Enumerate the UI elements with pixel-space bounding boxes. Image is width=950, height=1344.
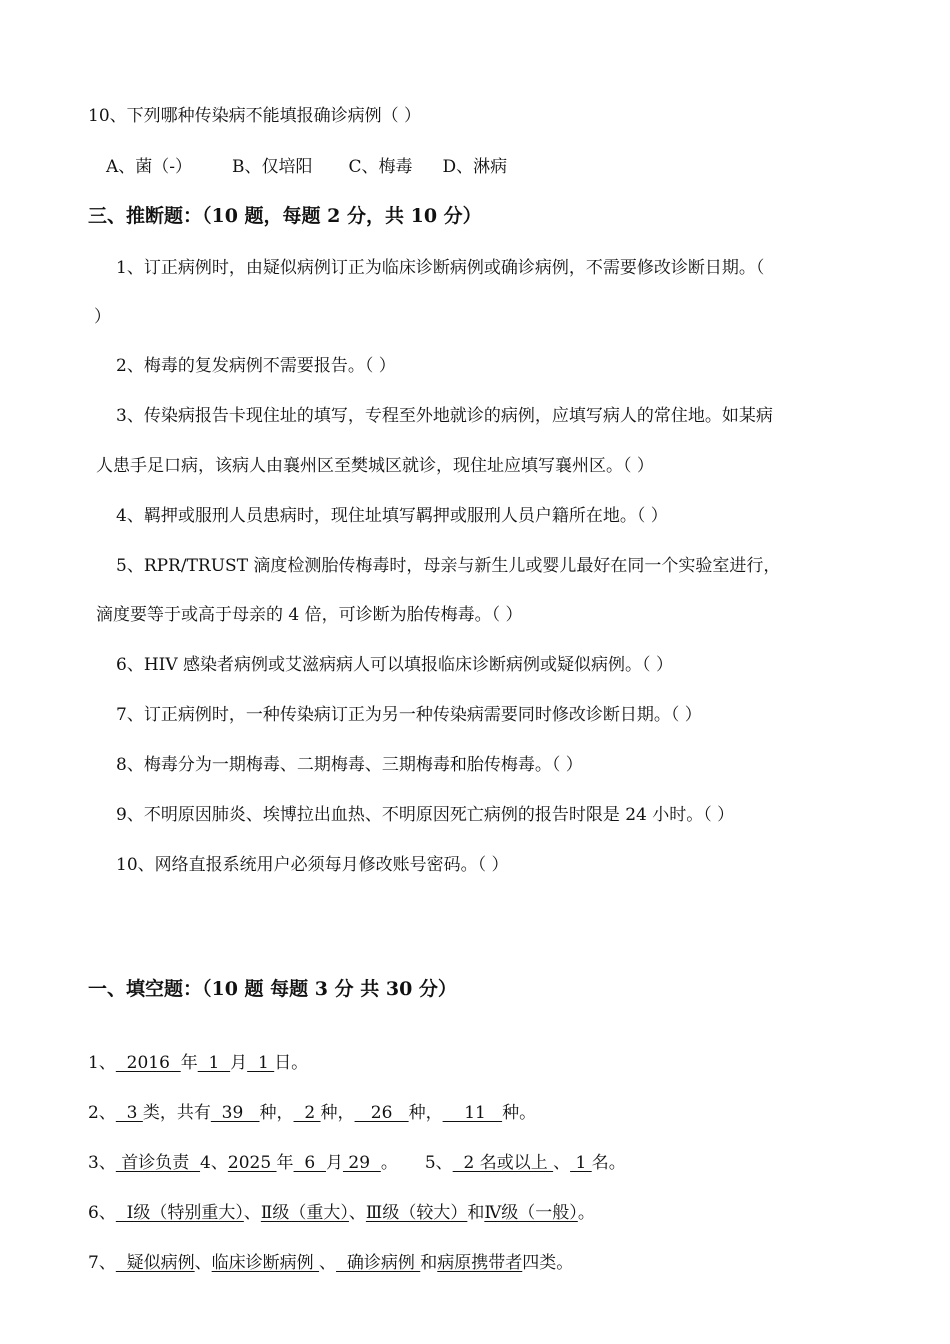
judge-item-10: 10、网络直报系统用户必须每月修改账号密码。（ ） xyxy=(116,855,509,875)
judge-item-7: 7、订正病例时，一种传染病订正为另一种传染病需要同时修改诊断日期。（ ） xyxy=(116,705,702,725)
answer-7-text: 、 xyxy=(194,1253,212,1273)
section-1-heading: 一、填空题：（10 题 每题 3 分 共 30 分） xyxy=(88,978,457,1000)
answer-6-blank: Ⅲ级（较大） xyxy=(365,1203,468,1223)
answer-5-text: 、 xyxy=(553,1153,571,1173)
answer-1 xyxy=(88,1027,308,1075)
question-10-options xyxy=(106,155,507,179)
answer-6-text: 和 xyxy=(467,1203,485,1223)
answer-4-text: 年 xyxy=(276,1153,294,1173)
answer-6-number: 6、 xyxy=(88,1203,116,1223)
answer-2-text: 种。 xyxy=(502,1103,537,1123)
answer-6-text: 、 xyxy=(348,1203,366,1223)
answer-6-blank: Ⅰ级（特别重大） xyxy=(115,1203,244,1223)
answer-6-text: 。 xyxy=(577,1203,595,1223)
answer-4-blank-day: 29 xyxy=(342,1153,381,1173)
answer-1-blank-day: 1 xyxy=(247,1053,275,1073)
judge-item-1-cont: ） xyxy=(94,307,111,327)
answer-1-blank-month: 1 xyxy=(197,1053,231,1073)
answer-6-blank: Ⅱ级（重大） xyxy=(260,1203,349,1223)
option-a: A、菌（-） xyxy=(106,157,193,177)
answer-2-number: 2、 xyxy=(88,1103,116,1123)
answer-5-blank: 2 名或以上 xyxy=(452,1153,554,1173)
section-3-heading: 三、推断题：（10 题，每题 2 分，共 10 分） xyxy=(88,205,482,227)
answer-2-text: 种， xyxy=(320,1103,355,1123)
answer-2-text: 类，共有 xyxy=(142,1103,211,1123)
judge-item-1: 1、订正病例时，由疑似病例订正为临床诊断病例或确诊病例，不需要修改诊断日期。（ xyxy=(116,258,765,278)
answer-2-text: 种， xyxy=(408,1103,443,1123)
judge-item-3-cont: 人患手足口病，该病人由襄州区至樊城区就诊，现住址应填写襄州区。（ ） xyxy=(96,456,654,476)
answer-2-blank: 26 xyxy=(354,1103,409,1123)
judge-item-9: 9、不明原因肺炎、埃博拉出血热、不明原因死亡病例的报告时限是 24 小时。（ ） xyxy=(116,805,735,825)
judge-item-8: 8、梅毒分为一期梅毒、二期梅毒、三期梅毒和胎传梅毒。（ ） xyxy=(116,755,583,775)
judge-item-6: 6、HIV 感染者病例或艾滋病病人可以填报临床诊断病例或疑似病例。（ ） xyxy=(116,655,673,675)
answer-4-text: 月 xyxy=(325,1153,343,1173)
judge-item-3: 3、传染病报告卡现住址的填写，专程至外地就诊的病例，应填写病人的常住地。如某病 xyxy=(116,406,773,426)
answer-4-number: 4、 xyxy=(200,1153,228,1173)
judge-item-2: 2、梅毒的复发病例不需要报告。（ ） xyxy=(116,356,396,376)
answer-5-text: 名。 xyxy=(591,1153,626,1173)
answer-1-number: 1、 xyxy=(88,1053,116,1073)
option-b: B、仅培阳 xyxy=(232,157,313,177)
option-c: C、梅毒 xyxy=(348,157,413,177)
judge-item-5: 5、RPR/TRUST 滴度检测胎传梅毒时，母亲与新生儿或婴儿最好在同一个实验室进行， xyxy=(116,556,781,576)
answer-5-blank: 1 xyxy=(570,1153,592,1173)
answer-7-blank: 确诊病例 xyxy=(336,1253,421,1273)
answer-3-5 xyxy=(88,1127,626,1175)
answer-7-blank: 临床诊断病例 xyxy=(211,1253,320,1273)
answer-6-text: 、 xyxy=(243,1203,261,1223)
answer-2-text: 种， xyxy=(259,1103,294,1123)
judge-item-4: 4、羁押或服刑人员患病时，现住址填写羁押或服刑人员户籍所在地。（ ） xyxy=(116,506,668,526)
answer-7-blank: 病原携带者 xyxy=(437,1253,523,1273)
answer-1-text: 年 xyxy=(180,1053,198,1073)
answer-1-text: 日。 xyxy=(274,1053,309,1073)
answer-3-blank: 首诊负责 xyxy=(115,1153,201,1173)
answer-2-blank: 11 xyxy=(442,1103,503,1123)
answer-7-blank: 疑似病例 xyxy=(115,1253,195,1273)
answer-6 xyxy=(88,1177,595,1225)
answer-7-number: 7、 xyxy=(88,1253,116,1273)
answer-3-number: 3、 xyxy=(88,1153,116,1173)
question-10-stem: 10、下列哪种传染病不能填报确诊病例（ ） xyxy=(88,106,422,126)
answer-2 xyxy=(88,1077,536,1125)
answer-1-blank-year: 2016 xyxy=(115,1053,181,1073)
answer-1-text: 月 xyxy=(230,1053,248,1073)
answer-6-blank: Ⅳ级（一般） xyxy=(484,1203,578,1223)
answer-2-blank: 2 xyxy=(293,1103,321,1123)
answer-7 xyxy=(88,1227,573,1275)
answer-7-text: 四类。 xyxy=(522,1253,574,1273)
answer-5-number: 。 5、 xyxy=(380,1153,453,1173)
answer-4-blank-month: 6 xyxy=(293,1153,326,1173)
answer-4-blank-year: 2025 xyxy=(227,1153,277,1173)
option-d: D、淋病 xyxy=(442,157,508,177)
answer-7-text: 、 xyxy=(319,1253,337,1273)
answer-7-text: 和 xyxy=(420,1253,438,1273)
answer-2-blank: 39 xyxy=(210,1103,260,1123)
answer-2-blank: 3 xyxy=(115,1103,143,1123)
judge-item-5-cont: 滴度要等于或高于母亲的 4 倍，可诊断为胎传梅毒。（ ） xyxy=(96,605,523,625)
